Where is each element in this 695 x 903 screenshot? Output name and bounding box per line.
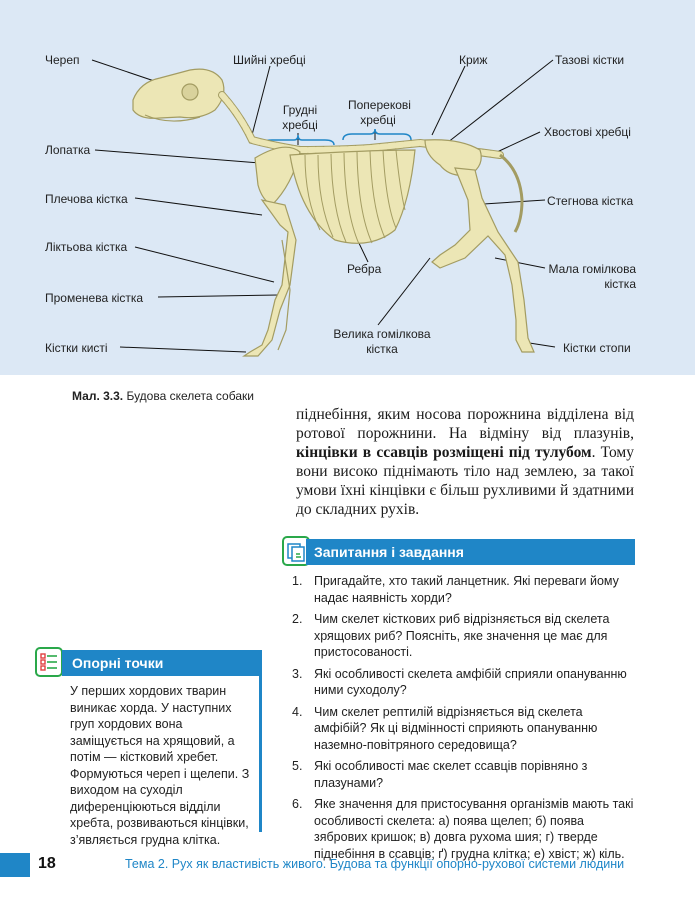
body-text-part2: . Тому вони високо піднімають тіло над землею, за такої умови їхні кінцівки є більш рухливими й здатними до складних рухів. xyxy=(296,444,634,518)
label-pelvic: Тазові кістки xyxy=(555,53,625,67)
question-text: Які особливості має скелет ссавців порівняно з плазунами? xyxy=(314,759,588,790)
question-text: Які особливості скелета амфібій сприяли опануванню ними суходолу? xyxy=(314,666,627,697)
label-tail: Хвостові хребці xyxy=(544,125,631,139)
question-number: 2. xyxy=(292,612,303,626)
skeleton-bones xyxy=(133,69,534,356)
label-ulna: Ліктьова кістка xyxy=(45,240,128,254)
label-skull: Череп xyxy=(45,53,80,67)
question-item xyxy=(292,611,636,661)
label-femur: Стегнова кістка xyxy=(547,194,634,208)
question-text: Яке значення для пристосування організмів мають такі особливості скелета: а) поява щелеп; б) поява зябрових кришок; в) довга рухома шия; г) тверде піднебіння в ссавців; ґ) грудна клітка; е) хвіст; ж) кіль. xyxy=(314,797,634,861)
lumbar-brace xyxy=(343,129,411,140)
question-number: 1. xyxy=(292,574,303,588)
caption-number: Мал. 3.3. xyxy=(72,389,124,403)
question-item xyxy=(292,573,636,606)
figure-caption xyxy=(72,389,254,403)
footer-topic: Тема 2. Рух як властивість живого. Будова та функції опорно-рухової системи людини xyxy=(125,857,625,871)
label-cervical: Шийні хребці xyxy=(233,53,306,67)
question-item xyxy=(292,704,636,754)
questions-title: Запитання і завдання xyxy=(306,539,635,565)
label-fibula: Мала гомілкова кістка xyxy=(548,262,636,291)
question-text: Чим скелет кісткових риб відрізняється від скелета хрящових риб? Поясніть, яке значення це має для пристосованості. xyxy=(314,612,610,659)
question-number: 6. xyxy=(292,797,303,811)
label-ribs: Ребра xyxy=(347,262,382,276)
label-carpus: Кістки кисті xyxy=(45,341,108,355)
caption-text: Будова скелета собаки xyxy=(126,389,254,403)
question-number: 4. xyxy=(292,704,303,719)
skeleton-figure xyxy=(0,0,695,375)
label-radius: Променева кістка xyxy=(45,291,144,305)
body-text-part1: піднебіння, яким носова порожнина відділена від ротової порожнини. На відміну від плазунів, xyxy=(296,406,634,442)
label-scapula: Лопатка xyxy=(45,143,91,157)
checklist-icon xyxy=(35,647,63,677)
body-text-bold: кінцівки в ссавців розміщені під тулубом xyxy=(296,444,592,461)
page-number-marker xyxy=(0,853,30,877)
question-item xyxy=(292,796,636,862)
skull xyxy=(133,69,224,118)
question-text: Чим скелет рептилій відрізняється від скелета амфібій? Як ці відмінності сприяють опануванню наземно-повітряного середовища? xyxy=(314,704,598,752)
question-item xyxy=(292,758,636,791)
label-humerus: Плечова кістка xyxy=(45,192,128,206)
page-number: 18 xyxy=(38,855,56,872)
label-tibia: Велика гомілкова кістка xyxy=(333,327,431,356)
question-number: 3. xyxy=(292,666,303,681)
label-thoracic: Грудні хребці xyxy=(282,103,318,132)
questions-list xyxy=(292,573,636,867)
key-points-text: У перших хордових тварин виникає хорда. У наступних груп хордових вона заміщується на хрящовий, а потім — кістковий хребет. Формуються череп і щелепи. З виходом на суходіл диференціюються відділи хребта, розвиваються кінцівки, з’являється грудна клітка. xyxy=(70,684,250,847)
question-item xyxy=(292,666,636,699)
body-paragraph xyxy=(296,405,634,519)
question-number: 5. xyxy=(292,759,303,773)
label-lumbar: Поперекові хребці xyxy=(348,98,411,127)
key-points-title: Опорні точки xyxy=(62,650,262,676)
label-foot: Кістки стопи xyxy=(563,341,631,355)
label-sacrum: Криж xyxy=(459,53,488,67)
hind-leg xyxy=(432,168,534,352)
question-text: Пригадайте, хто такий ланцетник. Які переваги йому надає наявність хорди? xyxy=(314,574,619,605)
